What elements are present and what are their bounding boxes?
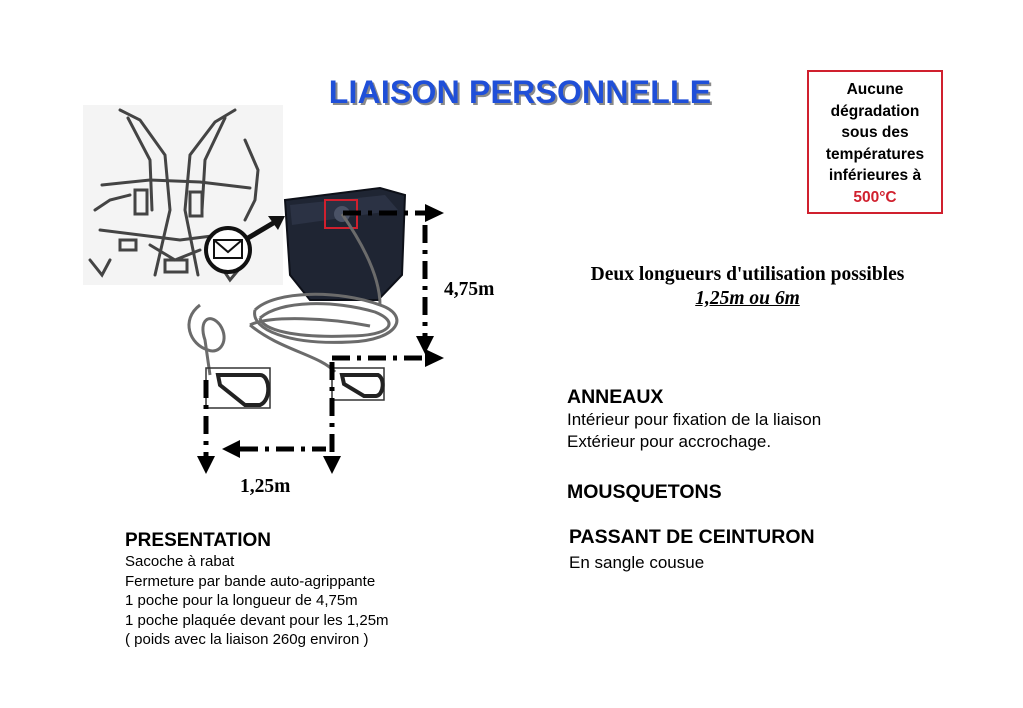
carabiner-left xyxy=(206,368,270,408)
anneaux-heading: ANNEAUX xyxy=(567,386,664,408)
carabiner-right xyxy=(332,368,384,400)
anneaux-line: Intérieur pour fixation de la liaison xyxy=(567,410,822,429)
temperature-note-box xyxy=(807,70,943,214)
temperature-note-line: sous des xyxy=(841,124,909,141)
presentation-line: 1 poche plaquée devant pour les 1,25m xyxy=(125,611,389,629)
presentation-heading: PRESENTATION xyxy=(125,530,272,551)
temperature-note-line: Aucune xyxy=(846,81,904,98)
presentation-line: ( poids avec la liaison 260g environ ) xyxy=(125,631,369,648)
anneaux-line: Extérieur pour accrochage. xyxy=(567,432,772,451)
presentation-line: Fermeture par bande auto-agrippante xyxy=(125,572,376,590)
measurement-short: 1,25m xyxy=(240,476,291,497)
lengths-note xyxy=(545,263,950,311)
presentation-line: 1 poche pour la longueur de 4,75m xyxy=(125,592,358,609)
temperature-note-line: dégradation xyxy=(830,102,920,120)
measurement-long: 4,75m xyxy=(444,279,495,300)
passant-heading: PASSANT DE CEINTURON xyxy=(569,526,815,548)
lengths-heading: Deux longueurs d'utilisation possibles xyxy=(590,264,905,285)
presentation-section xyxy=(125,530,389,650)
harness-sketch xyxy=(83,105,283,285)
temperature-note-line: températures xyxy=(825,145,925,163)
presentation-line: Sacoche à rabat xyxy=(125,553,235,570)
pouch xyxy=(285,188,405,300)
temperature-note-highlight: 500°C xyxy=(853,188,897,206)
mousquetons-heading: MOUSQUETONS xyxy=(567,481,722,503)
mousquetons-section xyxy=(567,481,722,504)
lengths-values: 1,25m ou 6m xyxy=(695,288,800,309)
passant-section xyxy=(569,526,815,574)
page-title: LIAISON PERSONNELLE xyxy=(328,74,712,110)
temperature-note-line: inférieures à xyxy=(828,167,922,184)
anneaux-section xyxy=(567,386,821,453)
passant-line: En sangle cousue xyxy=(569,553,705,572)
